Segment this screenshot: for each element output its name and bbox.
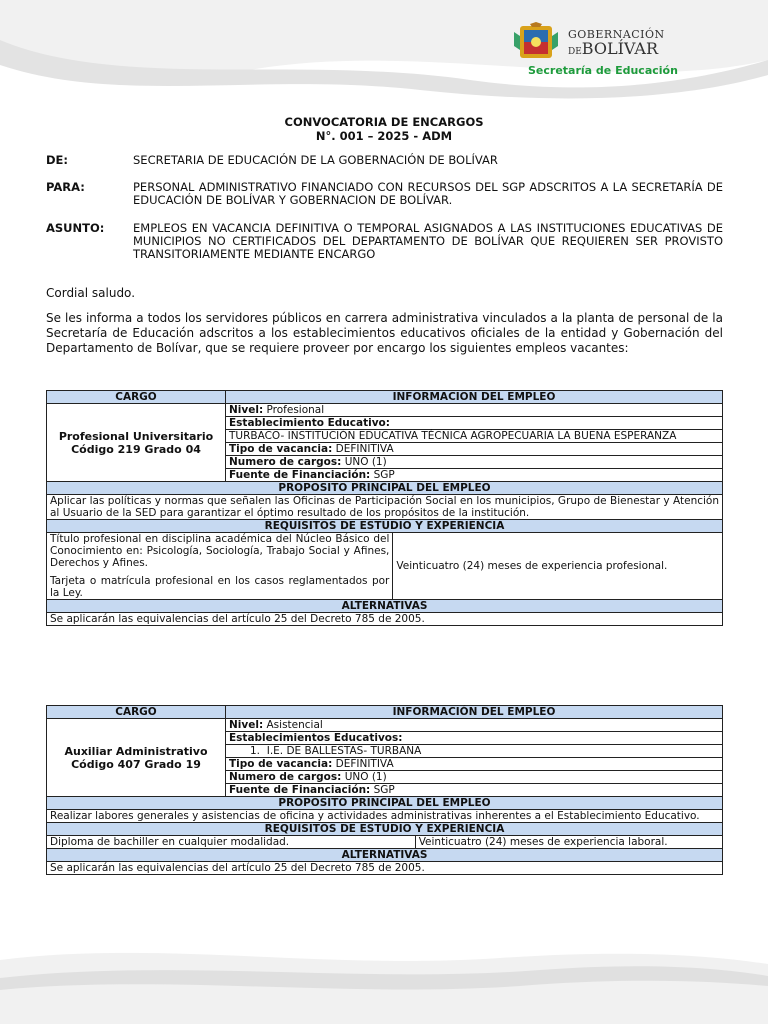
establecimiento-value: I.E. DE BALLESTAS- TURBANA xyxy=(266,745,422,757)
establecimiento-label-row xyxy=(226,732,723,745)
nivel-label: Nivel: xyxy=(229,404,264,416)
logo-text-gobernacion: GOBERNACIÓN xyxy=(568,28,665,41)
job-table-2 xyxy=(46,705,723,875)
estudio-cell xyxy=(47,533,393,600)
footer-wave-decoration xyxy=(0,940,768,1024)
memo-de-label: DE: xyxy=(46,153,69,167)
logo-text-de: DE xyxy=(568,47,582,57)
header-informacion: INFORMACIÓN DEL EMPLEO xyxy=(226,706,723,719)
fuente-label: Fuente de Financiación: xyxy=(229,469,371,481)
nivel-row xyxy=(226,719,723,732)
tipo-value: DEFINITIVA xyxy=(335,758,394,770)
proposito-text: Aplicar las políticas y normas que señalen las Oficinas de Participación Social en los municipios, Grupo de Bienestar y Atención al Usuario de la SED para garantizar el óptimo resultado de los propósitos de la institución. xyxy=(47,495,723,520)
header-proposito: PROPOSITO PRINCIPAL DEL EMPLEO xyxy=(47,482,723,495)
header-cargo: CARGO xyxy=(47,391,226,404)
nivel-row xyxy=(226,404,723,417)
cargo-name: Auxiliar Administrativo Código 407 Grado 19 xyxy=(47,719,226,797)
header-proposito: PROPOSITO PRINCIPAL DEL EMPLEO xyxy=(47,797,723,810)
numero-label: Numero de cargos: xyxy=(229,456,342,468)
fuente-value: SGP xyxy=(373,784,395,796)
experiencia-text: Veinticuatro (24) meses de experiencia profesional. xyxy=(393,533,723,600)
numero-value: UNO (1) xyxy=(344,456,387,468)
tipo-row xyxy=(226,443,723,456)
estudio-text-2: Tarjeta o matrícula profesional en los casos reglamentados por la Ley. xyxy=(50,575,390,599)
tipo-row xyxy=(226,758,723,771)
header-alternativas: ALTERNATIVAS xyxy=(47,849,723,862)
numero-row xyxy=(226,771,723,784)
intro-paragraph: Se les informa a todos los servidores públicos en carrera administrativa vinculados a la planta de personal de la Secretaría de Educación adscritos a los establecimientos educativos oficiales de la entidad y Gobernación del Departamento de Bolívar, que se requiere proveer por encargo los siguientes empleos vacantes: xyxy=(46,311,723,355)
memo-de-text: SECRETARIA DE EDUCACIÓN DE LA GOBERNACIÓN DE BOLÍVAR xyxy=(133,153,498,167)
nivel-value: Profesional xyxy=(266,404,325,416)
nivel-value: Asistencial xyxy=(266,719,323,731)
memo-para-label: PARA: xyxy=(46,180,85,194)
job-table-1 xyxy=(46,390,723,626)
proposito-text: Realizar labores generales y asistencias de oficina y actividades administrativas inherentes a el Establecimiento Educativo. xyxy=(47,810,723,823)
numero-row xyxy=(226,456,723,469)
establecimiento-label: Establecimientos Educativos: xyxy=(229,732,403,744)
establecimiento-number: 1. xyxy=(250,745,261,757)
header-alternativas: ALTERNATIVAS xyxy=(47,600,723,613)
header-cargo: CARGO xyxy=(47,706,226,719)
tipo-label: Tipo de vacancia: xyxy=(229,443,333,455)
header-informacion: INFORMACION DEL EMPLEO xyxy=(226,391,723,404)
fuente-row xyxy=(226,469,723,482)
nivel-label: Nivel: xyxy=(229,719,264,731)
memo-asunto-label: ASUNTO: xyxy=(46,221,105,235)
memo-para-text: PERSONAL ADMINISTRATIVO FINANCIADO CON RECURSOS DEL SGP ADSCRITOS A LA SECRETARÍA DE EDUCACIÓN DE BOLÍVAR Y GOBERNACION DE BOLÍVAR. xyxy=(133,180,723,207)
alternativas-text: Se aplicarán las equivalencias del artículo 25 del Decreto 785 de 2005. xyxy=(47,862,723,875)
logo-subtitle: Secretaría de Educación xyxy=(528,64,678,77)
experiencia-text: Veinticuatro (24) meses de experiencia laboral. xyxy=(415,836,722,849)
fuente-label: Fuente de Financiación: xyxy=(229,784,371,796)
logo-text-bolivar-main: BOLÍVAR xyxy=(581,39,658,58)
numero-value: UNO (1) xyxy=(344,771,387,783)
cargo-name: Profesional Universitario Código 219 Grado 04 xyxy=(47,404,226,482)
logo-text-bolivar xyxy=(568,39,658,58)
estudio-text: Diploma de bachiller en cualquier modalidad. xyxy=(47,836,416,849)
document-number: N°. 001 – 2025 - ADM xyxy=(315,129,453,143)
establecimiento-value-row xyxy=(226,745,723,758)
gobernacion-logo xyxy=(512,22,712,82)
header-requisitos: REQUISITOS DE ESTUDIO Y EXPERIENCIA xyxy=(47,823,723,836)
establecimiento-label-row xyxy=(226,417,723,430)
tipo-label: Tipo de vacancia: xyxy=(229,758,333,770)
document-title: CONVOCATORIA DE ENCARGOS xyxy=(284,115,484,129)
memo-asunto-text: EMPLEOS EN VACANCIA DEFINITIVA O TEMPORAL ASIGNADOS A LAS INSTITUCIONES EDUCATIVAS DE MUNICIPIOS NO CERTIFICADOS DEL DEPARTAMENTO DE BOLÍVAR QUE REQUIEREN SER PROVISTO TRANSITORIAMENTE MEDIANTE ENCARGO xyxy=(133,221,723,261)
coat-of-arms-icon xyxy=(512,22,560,62)
establecimiento-value: TURBACO- INSTITUCIÓN EDUCATIVA TÉCNICA AGROPECUARIA LA BUENA ESPERANZA xyxy=(226,430,723,443)
alternativas-text: Se aplicarán las equivalencias del artículo 25 del Decreto 785 de 2005. xyxy=(47,613,723,626)
estudio-text-1: Título profesional en disciplina académica del Núcleo Básico del Conocimiento en: Psicología, Sociología, Trabajo Social y Afines, Derechos y Afines. xyxy=(50,533,390,569)
fuente-value: SGP xyxy=(373,469,395,481)
header-requisitos: REQUISITOS DE ESTUDIO Y EXPERIENCIA xyxy=(47,520,723,533)
fuente-row xyxy=(226,784,723,797)
greeting: Cordial saludo. xyxy=(46,286,136,300)
establecimiento-label: Establecimiento Educativo: xyxy=(229,417,390,429)
tipo-value: DEFINITIVA xyxy=(335,443,394,455)
numero-label: Numero de cargos: xyxy=(229,771,342,783)
